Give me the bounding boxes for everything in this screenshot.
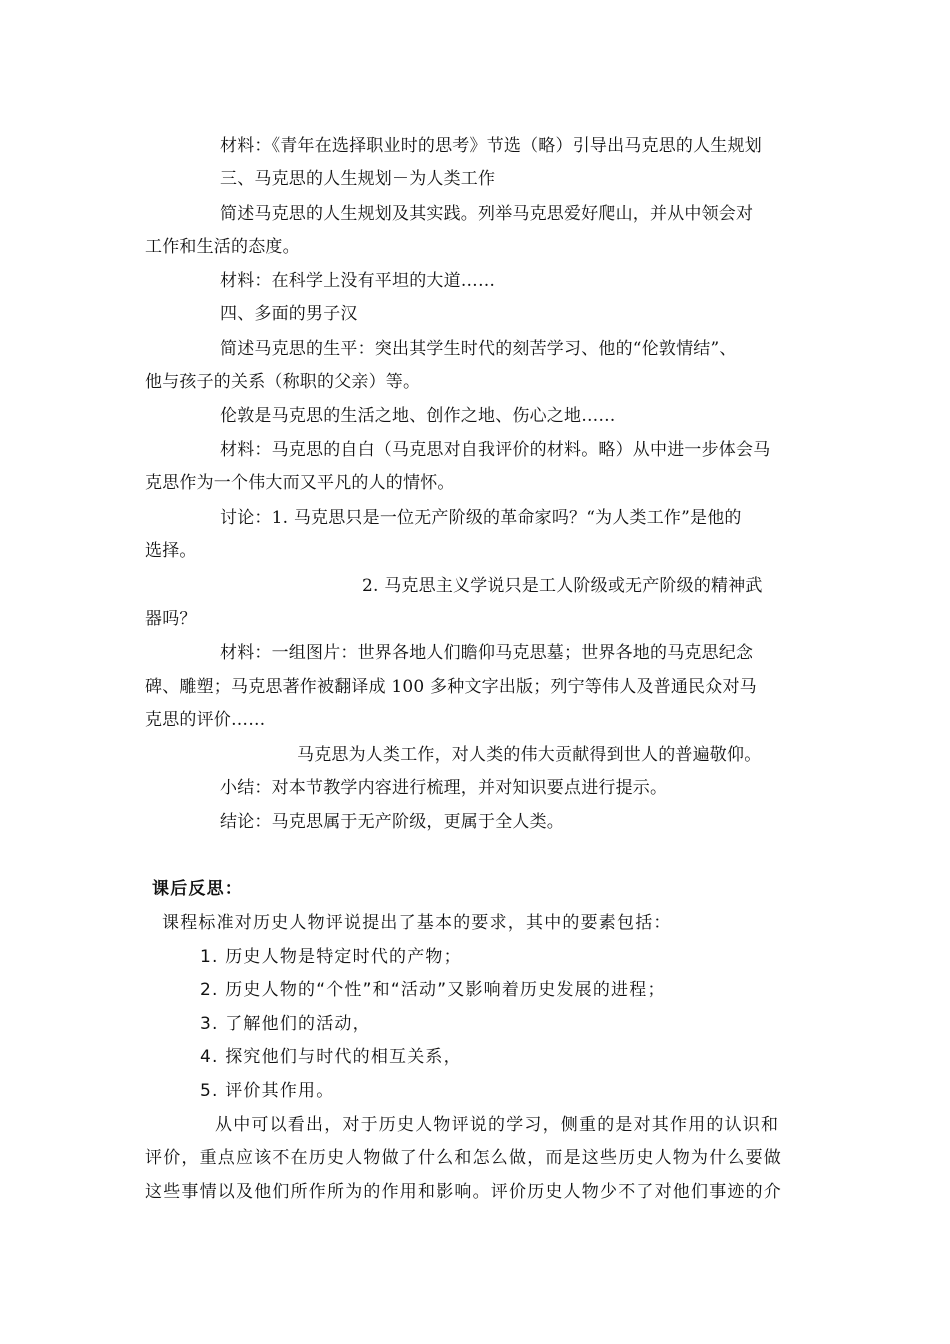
reflection-paragraph-line: 从中可以看出，对于历史人物评说的学习，侧重的是对其作用的认识和 xyxy=(215,1115,780,1135)
paragraph-line: 工作和生活的态度。 xyxy=(145,237,300,257)
reflection-paragraph-line: 评价，重点应该不在历史人物做了什么和怎么做，而是这些历史人物为什么要做 xyxy=(145,1148,782,1168)
paragraph-line: 碑、雕塑；马克思著作被翻译成 100 多种文字出版；列宁等伟人及普通民众对马 xyxy=(145,677,757,697)
material-line-4: 材料：一组图片：世界各地人们瞻仰马克思墓；世界各地的马克思纪念 xyxy=(220,643,754,663)
section-three-heading: 三、马克思的人生规划－为人类工作 xyxy=(220,169,496,189)
reflection-list-item: 4. 探究他们与时代的相互关系， xyxy=(200,1047,462,1067)
reflection-list-item: 1. 历史人物是特定时代的产物； xyxy=(200,947,462,967)
summary-line: 小结：对本节教学内容进行梳理，并对知识要点进行提示。 xyxy=(220,778,668,798)
paragraph-line: 克思的评价…… xyxy=(145,710,266,730)
reflection-heading: 课后反思： xyxy=(152,879,243,899)
paragraph-line: 他与孩子的关系（称职的父亲）等。 xyxy=(145,372,421,392)
material-line-2: 材料：在科学上没有平坦的大道…… xyxy=(220,271,496,291)
paragraph-line: 简述马克思的人生规划及其实践。列举马克思爱好爬山，并从中领会对 xyxy=(220,204,754,224)
paragraph-line: 克思作为一个伟大而又平凡的人的情怀。 xyxy=(145,473,455,493)
reflection-list-item: 3. 了解他们的活动， xyxy=(200,1014,371,1034)
paragraph-line: 简述马克思的生平：突出其学生时代的刻苦学习、他的“伦敦情结”、 xyxy=(220,339,737,359)
paragraph-line: 选择。 xyxy=(145,541,197,561)
conclusion-line: 结论：马克思属于无产阶级，更属于全人类。 xyxy=(220,812,564,832)
paragraph-line: 马克思为人类工作，对人类的伟大贡献得到世人的普遍敬仰。 xyxy=(297,745,762,765)
reflection-list-item: 5. 评价其作用。 xyxy=(200,1081,335,1101)
section-four-heading: 四、多面的男子汉 xyxy=(220,304,358,324)
reflection-line: 课程标准对历史人物评说提出了基本的要求，其中的要素包括： xyxy=(162,913,672,933)
reflection-list-item: 2. 历史人物的“个性”和“活动”又影响着历史发展的进程； xyxy=(200,980,666,1000)
paragraph-line: 器吗？ xyxy=(145,609,197,629)
discussion-line-1: 讨论：1. 马克思只是一位无产阶级的革命家吗？“为人类工作”是他的 xyxy=(220,508,742,528)
material-line-1: 材料：《青年在选择职业时的思考》节选（略）引导出马克思的人生规划 xyxy=(220,136,762,156)
paragraph-line: 伦敦是马克思的生活之地、创作之地、伤心之地…… xyxy=(220,406,616,426)
discussion-line-2: 2. 马克思主义学说只是工人阶级或无产阶级的精神武 xyxy=(362,576,763,596)
material-line-3: 材料：马克思的自白（马克思对自我评价的材料。略）从中进一步体会马 xyxy=(220,440,771,460)
reflection-paragraph-line: 这些事情以及他们所作所为的作用和影响。评价历史人物少不了对他们事迹的介 xyxy=(145,1182,782,1202)
